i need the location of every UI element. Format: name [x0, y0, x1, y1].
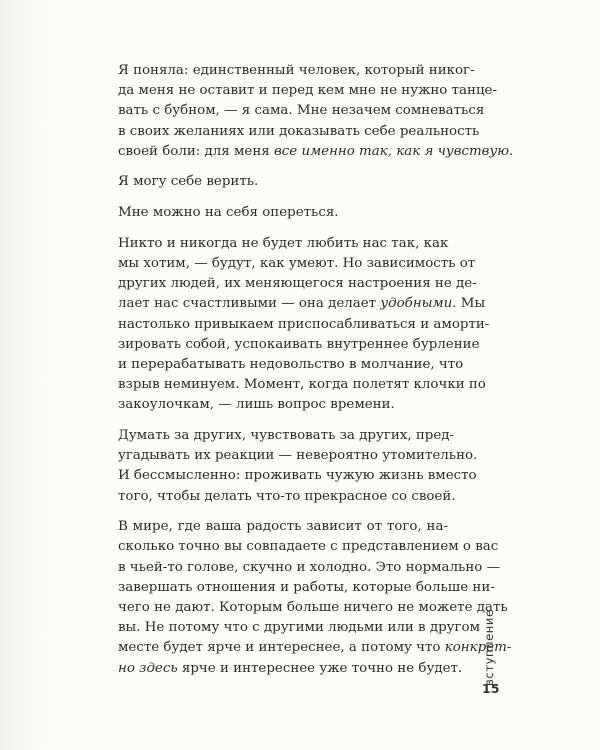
- text-segment: В мире, где ваша радость зависит от того, на-: [118, 519, 448, 535]
- text-segment: в своих желаниях или доказывать себе реальность: [118, 123, 480, 139]
- text-segment: вать с бубном, — я сама. Мне незачем сомневаться: [118, 103, 485, 119]
- text-segment: мы хотим, — будут, как умеют. Но зависимость от: [118, 256, 476, 271]
- text-segment: Я поняла: единственный человек, который никог-: [118, 63, 475, 78]
- text-segment: Думать за других, чувствовать за других, пред-: [118, 428, 455, 443]
- text-segment: своей боли: для меня: [118, 143, 274, 159]
- paragraph: [118, 426, 478, 507]
- text-segment: месте будет ярче и интереснее, а потому что: [118, 640, 445, 656]
- text-line: [118, 638, 512, 658]
- text-line: [118, 254, 476, 274]
- text-line: [118, 618, 481, 638]
- text-line: [118, 517, 448, 537]
- text-line: [118, 315, 490, 335]
- text-segment: Никто и никогда не будет любить нас так, как: [118, 235, 449, 251]
- text-line: [118, 355, 464, 375]
- text-segment: взрыв неминуем. Момент, когда полетят клочки по: [118, 377, 486, 393]
- text-segment: завершать отношения и работы, которые больше ни-: [118, 579, 495, 595]
- text-line: [118, 537, 499, 557]
- text-line: [118, 487, 456, 507]
- text-line: [118, 659, 463, 679]
- text-line: [118, 234, 448, 254]
- text-line: [118, 274, 477, 294]
- text-segment: сколько точно вы совпадаете с представлением о вас: [118, 539, 499, 555]
- text-line: [118, 335, 480, 355]
- text-segment: и перерабатывать недовольство в молчание, что: [118, 356, 464, 372]
- text-line: [118, 101, 485, 121]
- text-line: [118, 81, 498, 101]
- italic-text: конкрет-: [444, 640, 512, 656]
- text-line: [118, 122, 480, 142]
- text-segment: закоулочкам, — лишь вопрос времени.: [118, 397, 395, 413]
- text-segment: . Мы: [452, 296, 486, 312]
- text-segment: Мне можно на себя опереться.: [118, 205, 339, 221]
- text-line: [118, 61, 475, 81]
- text-segment: И бессмысленно: проживать чужую жизнь вместо: [118, 468, 477, 484]
- italic-text: все именно так, как я чувствую: [273, 143, 510, 159]
- paragraph: [118, 203, 448, 223]
- text-segment: ярче и интереснее уже точно не будет.: [177, 660, 463, 676]
- text-line: [118, 446, 478, 466]
- text-line: [118, 466, 477, 486]
- text-line: [118, 172, 448, 192]
- text-segment: других людей, их меняющегося настроения не де-: [118, 276, 477, 292]
- section-label: вступление: [482, 609, 496, 686]
- text-segment: чего не дают. Которым больше ничего не можете дать: [118, 600, 508, 615]
- text-line: [118, 598, 508, 618]
- text-segment: зировать собой, успокаивать внутреннее бурление: [118, 336, 480, 352]
- paragraph: [118, 234, 490, 416]
- text-segment: лает нас счастливыми — она делает: [118, 296, 381, 312]
- text-segment: настолько привыкаем приспосабливаться и аморти-: [118, 316, 490, 332]
- text-segment: в чьей-то голове, скучно и холодно. Это нормально —: [118, 559, 500, 575]
- text-line: [118, 558, 500, 578]
- page-number: 15: [482, 681, 500, 696]
- text-segment: того, чтобы делать что-то прекрасное со своей.: [118, 488, 456, 504]
- italic-text: удобными: [380, 296, 453, 312]
- text-line: [118, 395, 448, 415]
- text-segment: Я могу себе верить.: [118, 174, 259, 190]
- text-line: [118, 426, 455, 446]
- italic-text: но здесь: [118, 660, 178, 676]
- paragraph: [118, 172, 448, 192]
- text-segment: вы. Не потому что с другими людьми или в другом: [118, 620, 481, 636]
- text-segment: да меня не оставит и перед кем мне не нужно танце-: [118, 83, 498, 99]
- text-line: [118, 203, 448, 223]
- text-line: [118, 375, 486, 395]
- text-line: [118, 578, 495, 598]
- text-segment: угадывать их реакции — невероятно утомительно.: [118, 448, 478, 464]
- text-line: [118, 294, 486, 314]
- text-line: [118, 142, 514, 162]
- text-segment: .: [509, 143, 514, 159]
- paragraph: [118, 61, 514, 162]
